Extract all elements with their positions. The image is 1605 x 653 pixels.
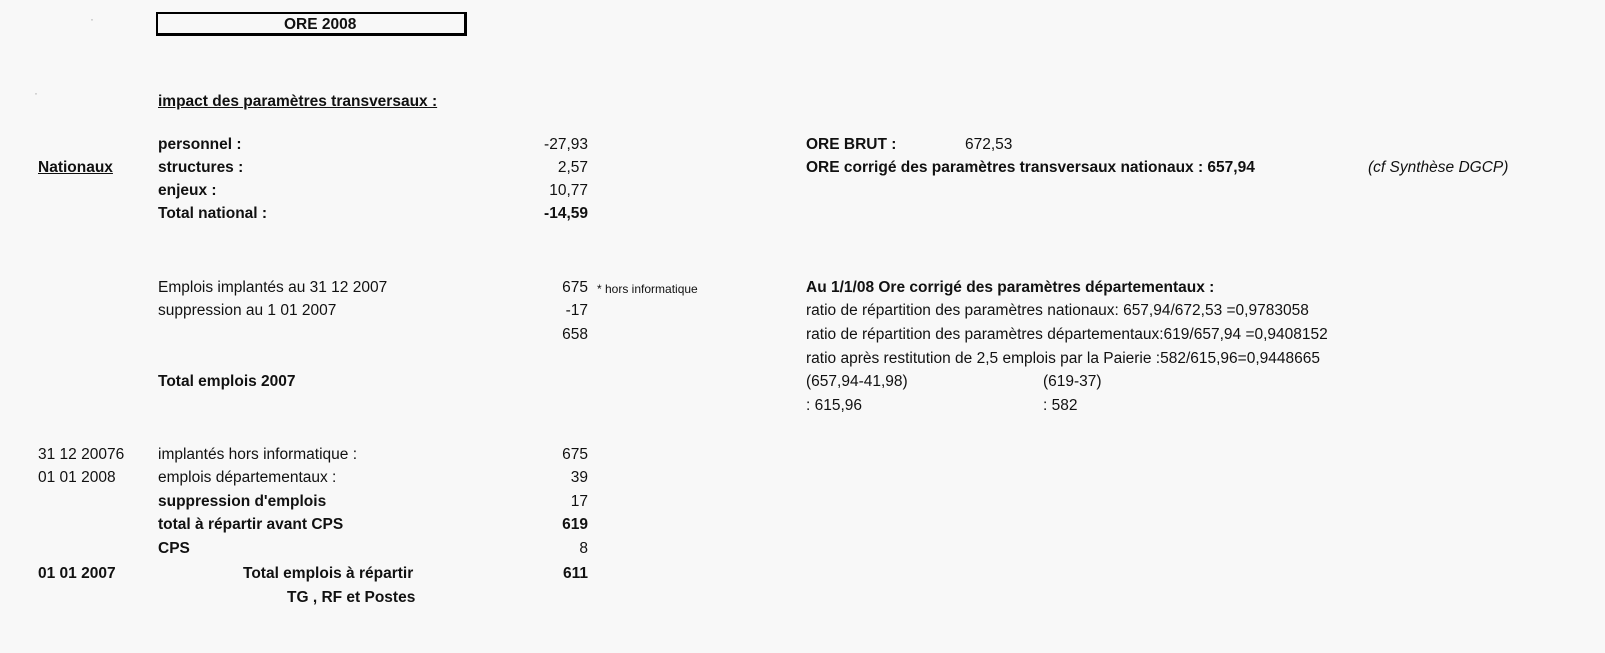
page-title: ORE 2008: [284, 16, 357, 33]
emplois-subtotal-value: 658: [562, 326, 588, 343]
repartition-value: 619: [562, 516, 588, 533]
calc-right-1: (619-37): [1043, 373, 1102, 390]
param-value-enjeux: 10,77: [549, 182, 588, 199]
final-value: 611: [562, 565, 588, 582]
final-label-line1: Total emplois à répartir: [243, 565, 414, 582]
ratio-line: ratio de répartition des paramètres nationaux: 657,94/672,53 =0,9783058: [806, 302, 1309, 319]
ratio-line: ratio de répartition des paramètres départementaux:619/657,94 =0,9408152: [806, 326, 1328, 343]
emplois-implantes-label: Emplois implantés au 31 12 2007: [158, 279, 388, 296]
param-label-enjeux: enjeux :: [158, 182, 217, 199]
repartition-date: 31 12 20076: [38, 446, 125, 463]
scan-speck: ·: [34, 86, 38, 100]
calc-left-2: : 615,96: [806, 397, 863, 414]
repartition-label: suppression d'emplois: [158, 493, 327, 510]
repartition-value: 8: [579, 540, 588, 557]
nationaux-label: Nationaux: [38, 159, 113, 176]
title-box: [156, 12, 467, 36]
ore-corrige-nationaux: ORE corrigé des paramètres transversaux nationaux : 657,94: [806, 159, 1255, 176]
repartition-label: emplois départementaux :: [158, 469, 337, 486]
total-emplois-2007: Total emplois 2007: [158, 373, 296, 390]
final-label-line2: TG , RF et Postes: [287, 589, 416, 606]
ratio-line: ratio après restitution de 2,5 emplois par la Paierie :582/615,96=0,9448665: [806, 350, 1320, 367]
repartition-label: implantés hors informatique :: [158, 446, 358, 463]
param-value-personnel: -27,93: [544, 136, 588, 153]
final-date: 01 01 2007: [38, 565, 116, 582]
calc-left-1: (657,94-41,98): [806, 373, 908, 390]
synthese-dgcp-note: (cf Synthèse DGCP): [1368, 159, 1509, 176]
repartition-date: 01 01 2008: [38, 469, 116, 486]
repartition-label: total à répartir avant CPS: [158, 516, 344, 533]
emplois-implantes-value: 675: [562, 279, 588, 296]
repartition-value: 39: [570, 469, 588, 486]
dept-heading: Au 1/1/08 Ore corrigé des paramètres départementaux :: [806, 279, 1215, 296]
hors-informatique-note: * hors informatique: [597, 282, 698, 296]
param-label-personnel: personnel :: [158, 136, 242, 153]
param-value-structures: 2,57: [557, 159, 588, 176]
repartition-value: 17: [570, 493, 588, 510]
ore-brut-value: 672,53: [965, 136, 1013, 153]
scan-speck: ·: [90, 12, 94, 26]
suppression-value: -17: [565, 302, 588, 319]
suppression-label: suppression au 1 01 2007: [158, 302, 337, 319]
calc-right-2: : 582: [1043, 397, 1078, 414]
repartition-value: 675: [562, 446, 588, 463]
ore-brut-label: ORE BRUT :: [806, 136, 897, 153]
total-national-label: Total national :: [158, 205, 268, 222]
param-label-structures: structures :: [158, 159, 244, 176]
section-heading: impact des paramètres transversaux :: [158, 93, 438, 110]
total-national-value: -14,59: [544, 205, 588, 222]
repartition-label: CPS: [158, 540, 190, 557]
